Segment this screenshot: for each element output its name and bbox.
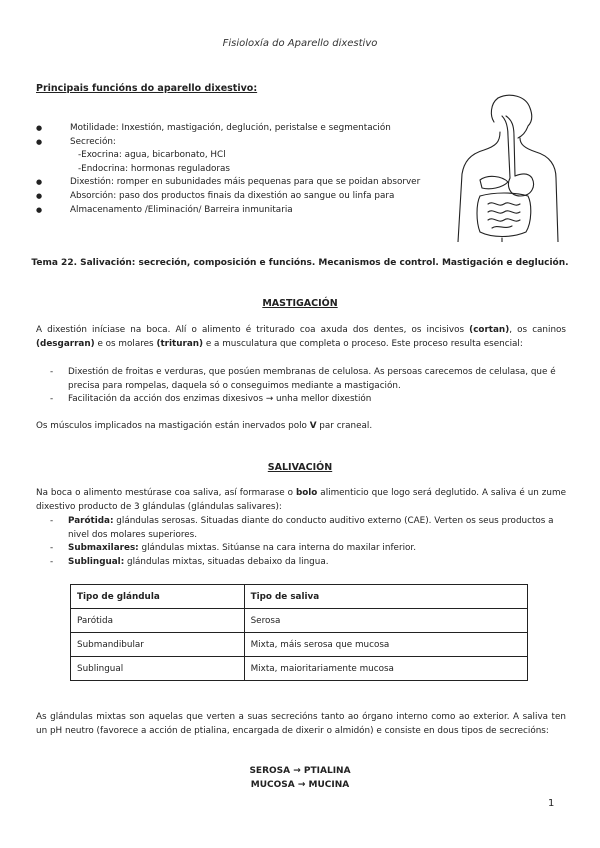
text-run-bold: Submaxilares: xyxy=(68,543,139,554)
text-run: glándulas serosas. Situadas diante do conducto auditivo externo (CAE). Verten os seus productos a nivel dos molares superiores. xyxy=(68,516,554,540)
list-item: ● Almacenamento /Eliminación/ Barreira inmunitaria xyxy=(36,204,456,218)
text-run-bold: (trituran) xyxy=(156,338,204,349)
text-run-bold: Sublingual: xyxy=(68,556,125,567)
glands-list xyxy=(48,515,563,569)
table-cell: Mixta, máis serosa que mucosa xyxy=(244,633,527,657)
text-run: glándulas mixtas. Sitúanse na cara interna do maxilar inferior. xyxy=(138,543,417,554)
digestive-system-illustration xyxy=(440,92,570,242)
functions-list xyxy=(36,122,456,217)
text-run: alimenticio que logo será deglutido. A saliva é un zume dixestivo producto de 3 glándulas (glándulas salivares): xyxy=(36,488,566,512)
list-item: ● Motilidade: Inxestión, mastigación, deglución, peristalse e segmentación xyxy=(36,122,456,136)
table-cell: Parótida xyxy=(71,609,245,633)
list-item: -Endocrina: hormonas reguladoras xyxy=(78,163,230,174)
page-number: 1 xyxy=(548,798,555,809)
list-item: - Facilitación da acción dos enzimas dixesivos → unha mellor dixestión xyxy=(48,393,563,407)
text-run-bold: (cortan) xyxy=(469,325,510,335)
list-item: ● Secreción: xyxy=(36,136,456,150)
text-run-bold: Parótida: xyxy=(68,516,114,526)
text-run: , os caninos xyxy=(509,325,566,335)
table-row xyxy=(71,609,528,633)
text-run-bold: bolo xyxy=(295,488,318,498)
mastication-paragraph xyxy=(36,324,566,352)
list-item: - Dixestión de froitas e verduras, que posúen membranas de celulosa. As persoas carecemos de celulasa, que é precisa para rompelas, daquela só o conseguimos mediante a mastigación. xyxy=(48,366,563,393)
mastication-list xyxy=(48,366,563,407)
table-cell: Sublingual xyxy=(71,657,245,681)
table-cell: Mixta, maioritariamente mucosa xyxy=(244,657,527,681)
text-run-bold: (desgarran) xyxy=(36,338,95,349)
text-run: e a musculatura que completa o proceso. Este proceso resulta esencial: xyxy=(203,338,523,349)
mucosa-line: MUCOSA → MUCINA xyxy=(250,780,350,790)
functions-heading: Principais funcións do aparello dixestivo: xyxy=(36,83,258,94)
table-header-cell: Tipo de glándula xyxy=(71,585,245,609)
list-item xyxy=(48,556,563,570)
text-run: Na boca o alimento mestúrase coa saliva, así formarase o xyxy=(36,488,296,498)
page-header: Fisioloxía do Aparello dixestivo xyxy=(222,38,378,49)
table-header-cell: Tipo de saliva xyxy=(244,585,527,609)
table-cell: Serosa xyxy=(244,609,527,633)
table-header-row xyxy=(71,585,528,609)
salivation-paragraph xyxy=(36,487,566,515)
list-item xyxy=(48,542,563,556)
table-row xyxy=(71,657,528,681)
glands-table xyxy=(70,584,528,681)
text-run: A dixestión iníciase na boca. Alí o alimento é triturado coa axuda dos dentes, os incisivos xyxy=(36,325,470,335)
text-run: e os molares xyxy=(94,338,157,349)
text-run: par craneal. xyxy=(316,421,373,431)
mixed-glands-paragraph: As glándulas mixtas son aquelas que verten a suas secrecións tanto ao órgano interno como ao exterior. A saliva ten un pH neutro (favorece a acción de ptialina, encargada de dixerir o almidón) e consiste en dous tipos de secrecións: xyxy=(36,712,566,736)
nerve-paragraph xyxy=(36,420,566,434)
topic-title: Tema 22. Salivación: secreción, composición e funcións. Mecanismos de control. Mastigación e deglución. xyxy=(31,258,569,268)
text-run: glándulas mixtas, situadas debaixo da lingua. xyxy=(124,556,329,567)
text-run: Os músculos implicados na mastigación están inervados polo xyxy=(36,421,310,431)
mastication-title: MASTIGACIÓN xyxy=(262,298,338,309)
salivation-title: SALIVACIÓN xyxy=(267,462,333,473)
text-run-bold: V xyxy=(309,421,317,431)
list-item xyxy=(48,515,563,542)
list-item: ● Absorción: paso dos productos finais da dixestión ao sangue ou linfa para xyxy=(36,190,456,204)
serosa-line: SEROSA → PTIALINA xyxy=(249,766,351,776)
list-item: -Exocrina: agua, bicarbonato, HCl xyxy=(78,150,226,161)
table-row xyxy=(71,633,528,657)
list-item: ● Dixestión: romper en subunidades máis pequenas para que se poidan absorver xyxy=(36,176,456,190)
table-cell: Submandibular xyxy=(71,633,245,657)
